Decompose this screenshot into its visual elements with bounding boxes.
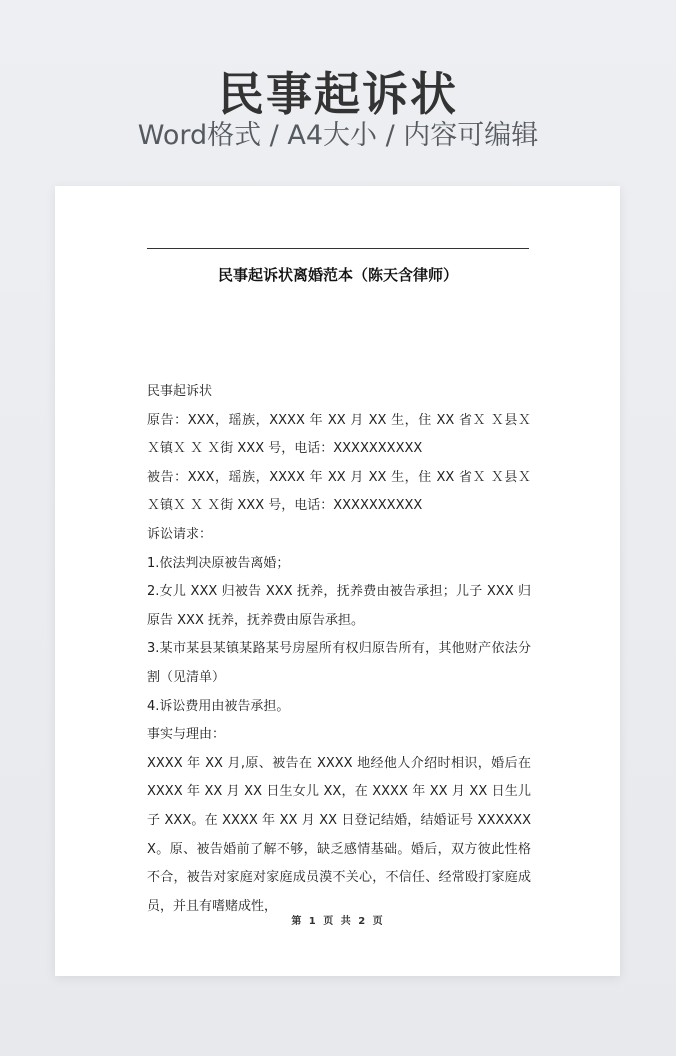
paragraph-plaintiff: 原告：XXX，瑶族，XXXX 年 XX 月 XX 生，住 XX 省Ｘ Ｘ县Ｘ Ｘ镇Ｘ Ｘ Ｘ街 XXX 号，电话：XXXXXXXXXX (147, 412, 531, 457)
header-rule (147, 248, 529, 249)
paragraph-heading: 民事起诉状 (147, 384, 213, 399)
paragraph-facts: XXXX 年 XX 月,原、被告在 XXXX 地经他人介绍时相识，婚后在 XXXX 年 XX 月 XX 日生女儿 XX，在 XXXX 年 XX 月 XX 日生儿子 XXX。在 XXXX 年 XX 月 XX 日登记结婚，结婚证号 XXXXXXX。原、被告婚前了解不够，缺乏感情基础。婚后，双方彼此性格不合，被告对家庭对家庭成员漠不关心，不信任、经常殴打家庭成员，并且有嗜赌成性， (147, 755, 531, 914)
page-footer: 第 1 页 共 2 页 (291, 916, 385, 927)
paragraph-claim-3: 3.某市某县某镇某路某号房屋所有权归原告所有，其他财产依法分割（见清单） (147, 641, 531, 685)
paragraph-claims-heading: 诉讼请求： (147, 526, 213, 542)
document-body (147, 378, 531, 921)
paragraph-facts-heading: 事实与理由： (147, 727, 226, 743)
paragraph-claim-1: 1.依法判决原被告离婚； (147, 555, 290, 571)
banner (0, 0, 676, 186)
banner-subtitle: Word格式 / A4大小 / 内容可编辑 (137, 120, 539, 151)
document-title: 民事起诉状离婚范本（陈天含律师） (217, 266, 458, 284)
banner-title: 民事起诉状 (218, 67, 458, 121)
paragraph-claim-2: 2.女儿 XXX 归被告 XXX 抚养，抚养费由被告承担；儿子 XXX 归原告 XXX 抚养，抚养费由原告承担。 (147, 584, 531, 628)
document-page (55, 186, 620, 976)
paragraph-claim-4: 4.诉讼费用由被告承担。 (147, 698, 290, 714)
paragraph-defendant: 被告：XXX，瑶族，XXXX 年 XX 月 XX 生，住 XX 省Ｘ Ｘ县Ｘ Ｘ镇Ｘ Ｘ Ｘ街 XXX 号，电话：XXXXXXXXXX (147, 469, 531, 514)
